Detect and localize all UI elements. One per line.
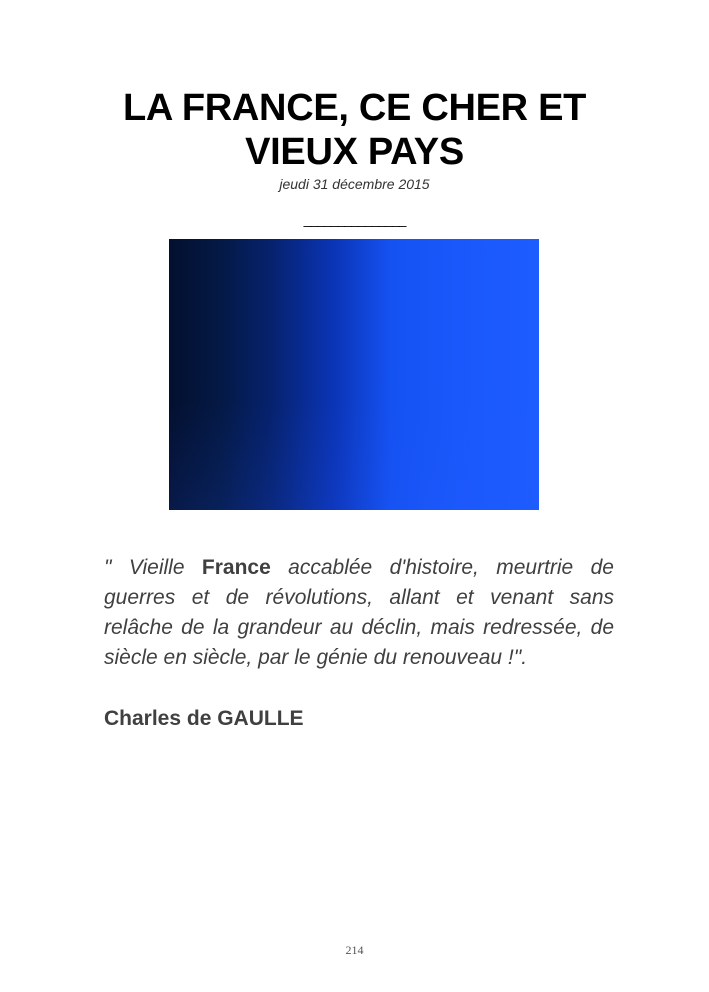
quote-open: " Vieille xyxy=(104,556,202,579)
quote-author: Charles de GAULLE xyxy=(104,707,304,730)
quote-body: accablée d'histoire, meurtrie de guerres et de révolutions, allant et venant sans relâche de la grandeur au déclin, mais redressée, de siècle en siècle, par le génie du renouveau !". xyxy=(104,556,614,669)
blue-gradient-image xyxy=(169,239,539,510)
page-title xyxy=(60,86,649,174)
separator-line: _______________ xyxy=(303,211,406,227)
title-line-1: LA FRANCE, CE CHER ET xyxy=(122,87,587,129)
title-line-2: VIEUX PAYS xyxy=(245,131,464,173)
quote-emphasis: France xyxy=(201,556,271,579)
publication-date: jeudi 31 décembre 2015 xyxy=(279,176,430,192)
page-number: 214 xyxy=(345,943,364,957)
quote-text xyxy=(104,553,614,673)
